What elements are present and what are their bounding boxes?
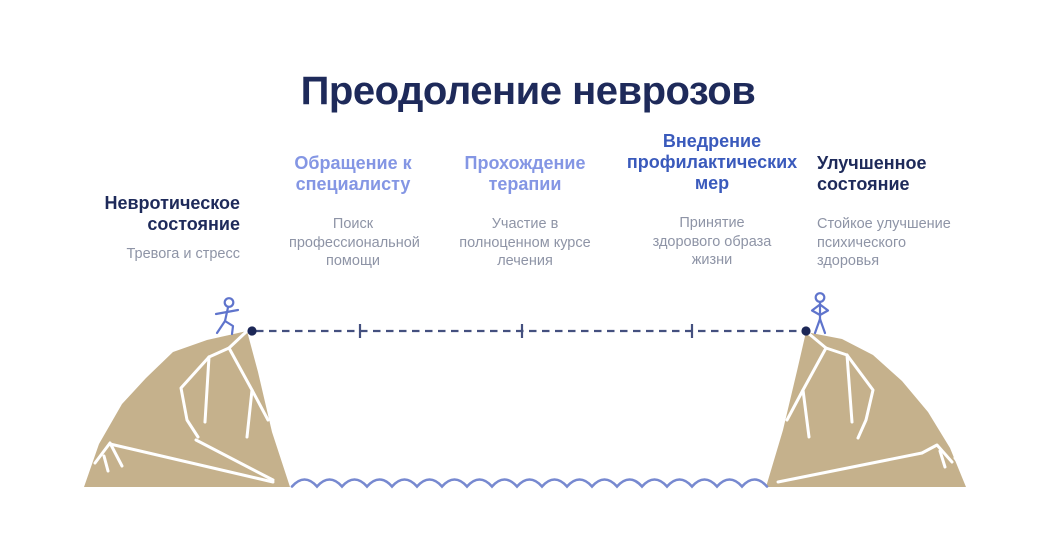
standing-person-icon <box>812 293 828 333</box>
stage-column <box>620 131 804 270</box>
page-title: Преодоление неврозов <box>300 68 756 113</box>
stage-column <box>80 193 240 264</box>
walking-person-icon <box>216 298 238 334</box>
rope-tick-marks <box>360 324 692 338</box>
stage-description: Принятие здорового образа жизни <box>652 215 772 268</box>
stage-description: Поиск профессиональной помощи <box>289 216 420 269</box>
stage-title: Внедрение профилактических мер <box>626 131 798 193</box>
stage-column <box>817 153 977 271</box>
stage-title: Улучшенное состояние <box>817 153 927 194</box>
stage-description: Тревога и стресс <box>126 246 240 262</box>
right-cliff <box>766 332 966 487</box>
rope-anchor-right <box>801 326 810 335</box>
stage-column <box>452 153 598 271</box>
stage-column <box>286 153 420 271</box>
rope-anchor-left <box>247 326 256 335</box>
left-cliff <box>84 331 290 487</box>
stage-title: Невротическое состояние <box>104 193 240 234</box>
stage-description: Участие в полноценном курсе лечения <box>459 216 591 269</box>
rope-dashed-line <box>247 324 810 338</box>
stage-title: Прохождение терапии <box>464 153 586 194</box>
stage-description: Стойкое улучшение психического здоровья <box>817 216 951 269</box>
stage-title: Обращение к специалисту <box>294 153 412 194</box>
waves <box>292 480 767 487</box>
